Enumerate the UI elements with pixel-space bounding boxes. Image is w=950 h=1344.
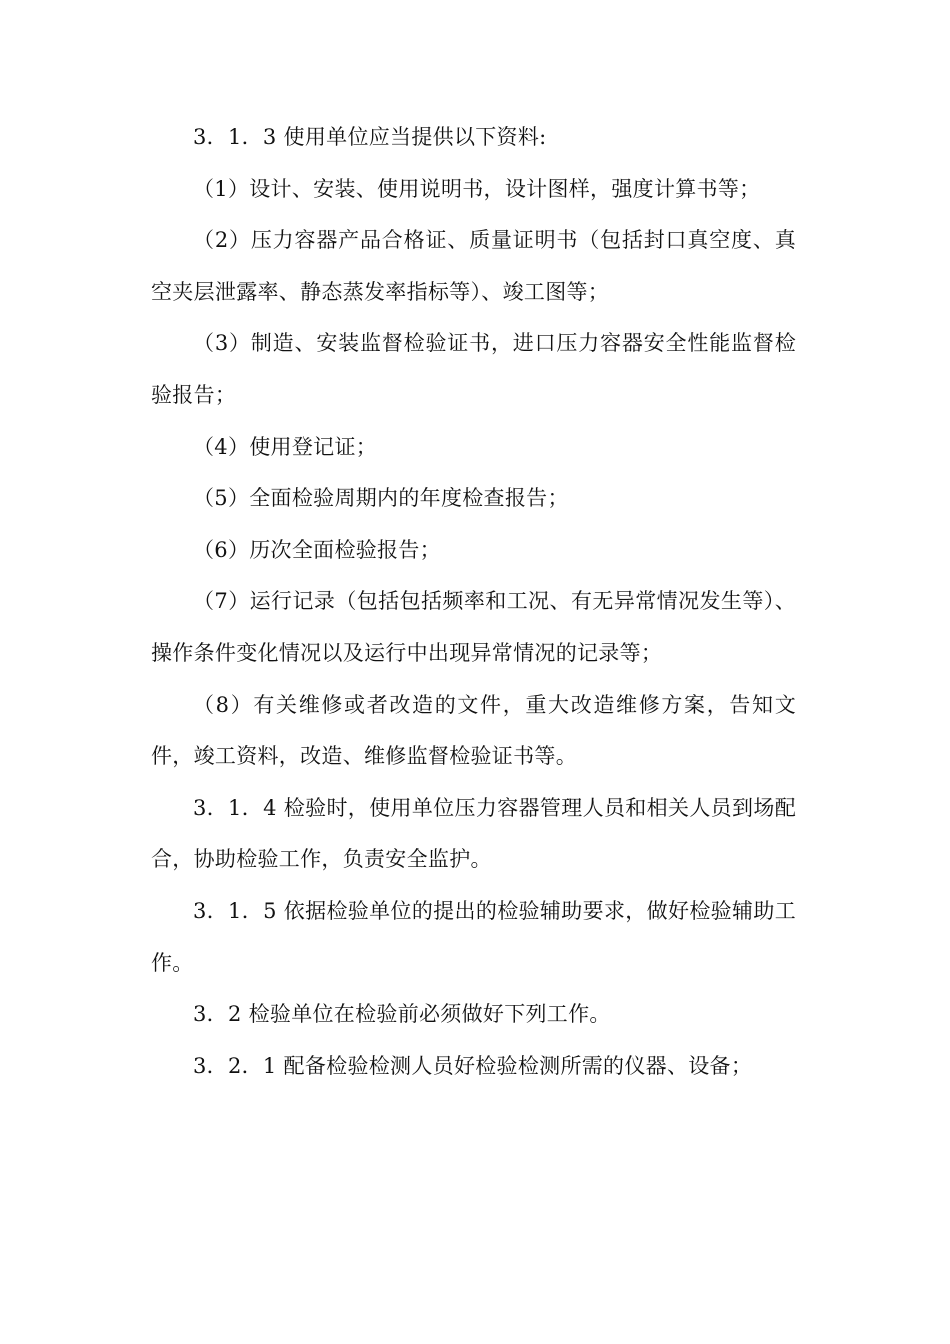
document-body [151,112,796,1092]
paragraph-3-1-4: 3．1．4 检验时，使用单位压力容器管理人员和相关人员到场配合，协助检验工作，负责安全监护。 [151,795,796,872]
list-item-5: （5）全面检验周期内的年度检查报告； [193,486,569,511]
paragraph-3-1-3: 3．1．3 使用单位应当提供以下资料: [193,125,547,149]
list-item-7: （7）运行记录（包括包括频率和工况、有无异常情况发生等）、操作条件变化情况以及运行中出现异常情况的记录等； [151,589,796,665]
list-item-6: （6）历次全面检验报告； [193,537,441,562]
list-item-2: （2）压力容器产品合格证、质量证明书（包括封口真空度、真空夹层泄露率、静态蒸发率指标等）、竣工图等； [151,228,796,304]
paragraph-3-2: 3．2 检验单位在检验前必须做好下列工作。 [193,1002,611,1027]
paragraph-3-1-5: 3．1．5 依据检验单位的提出的检验辅助要求，做好检验辅助工作。 [151,898,796,975]
list-item-4: （4）使用登记证； [193,434,378,459]
paragraph-3-2-1: 3．2．1 配备检验检测人员好检验检测所需的仪器、设备； [193,1053,753,1078]
list-item-8: （8）有关维修或者改造的文件，重大改造维修方案，告知文件，竣工资料，改造、维修监督检验证书等。 [151,692,796,769]
list-item-1: （1）设计、安装、使用说明书，设计图样，强度计算书等； [193,176,761,201]
list-item-3: （3）制造、安装监督检验证书，进口压力容器安全性能监督检验报告； [151,331,796,407]
